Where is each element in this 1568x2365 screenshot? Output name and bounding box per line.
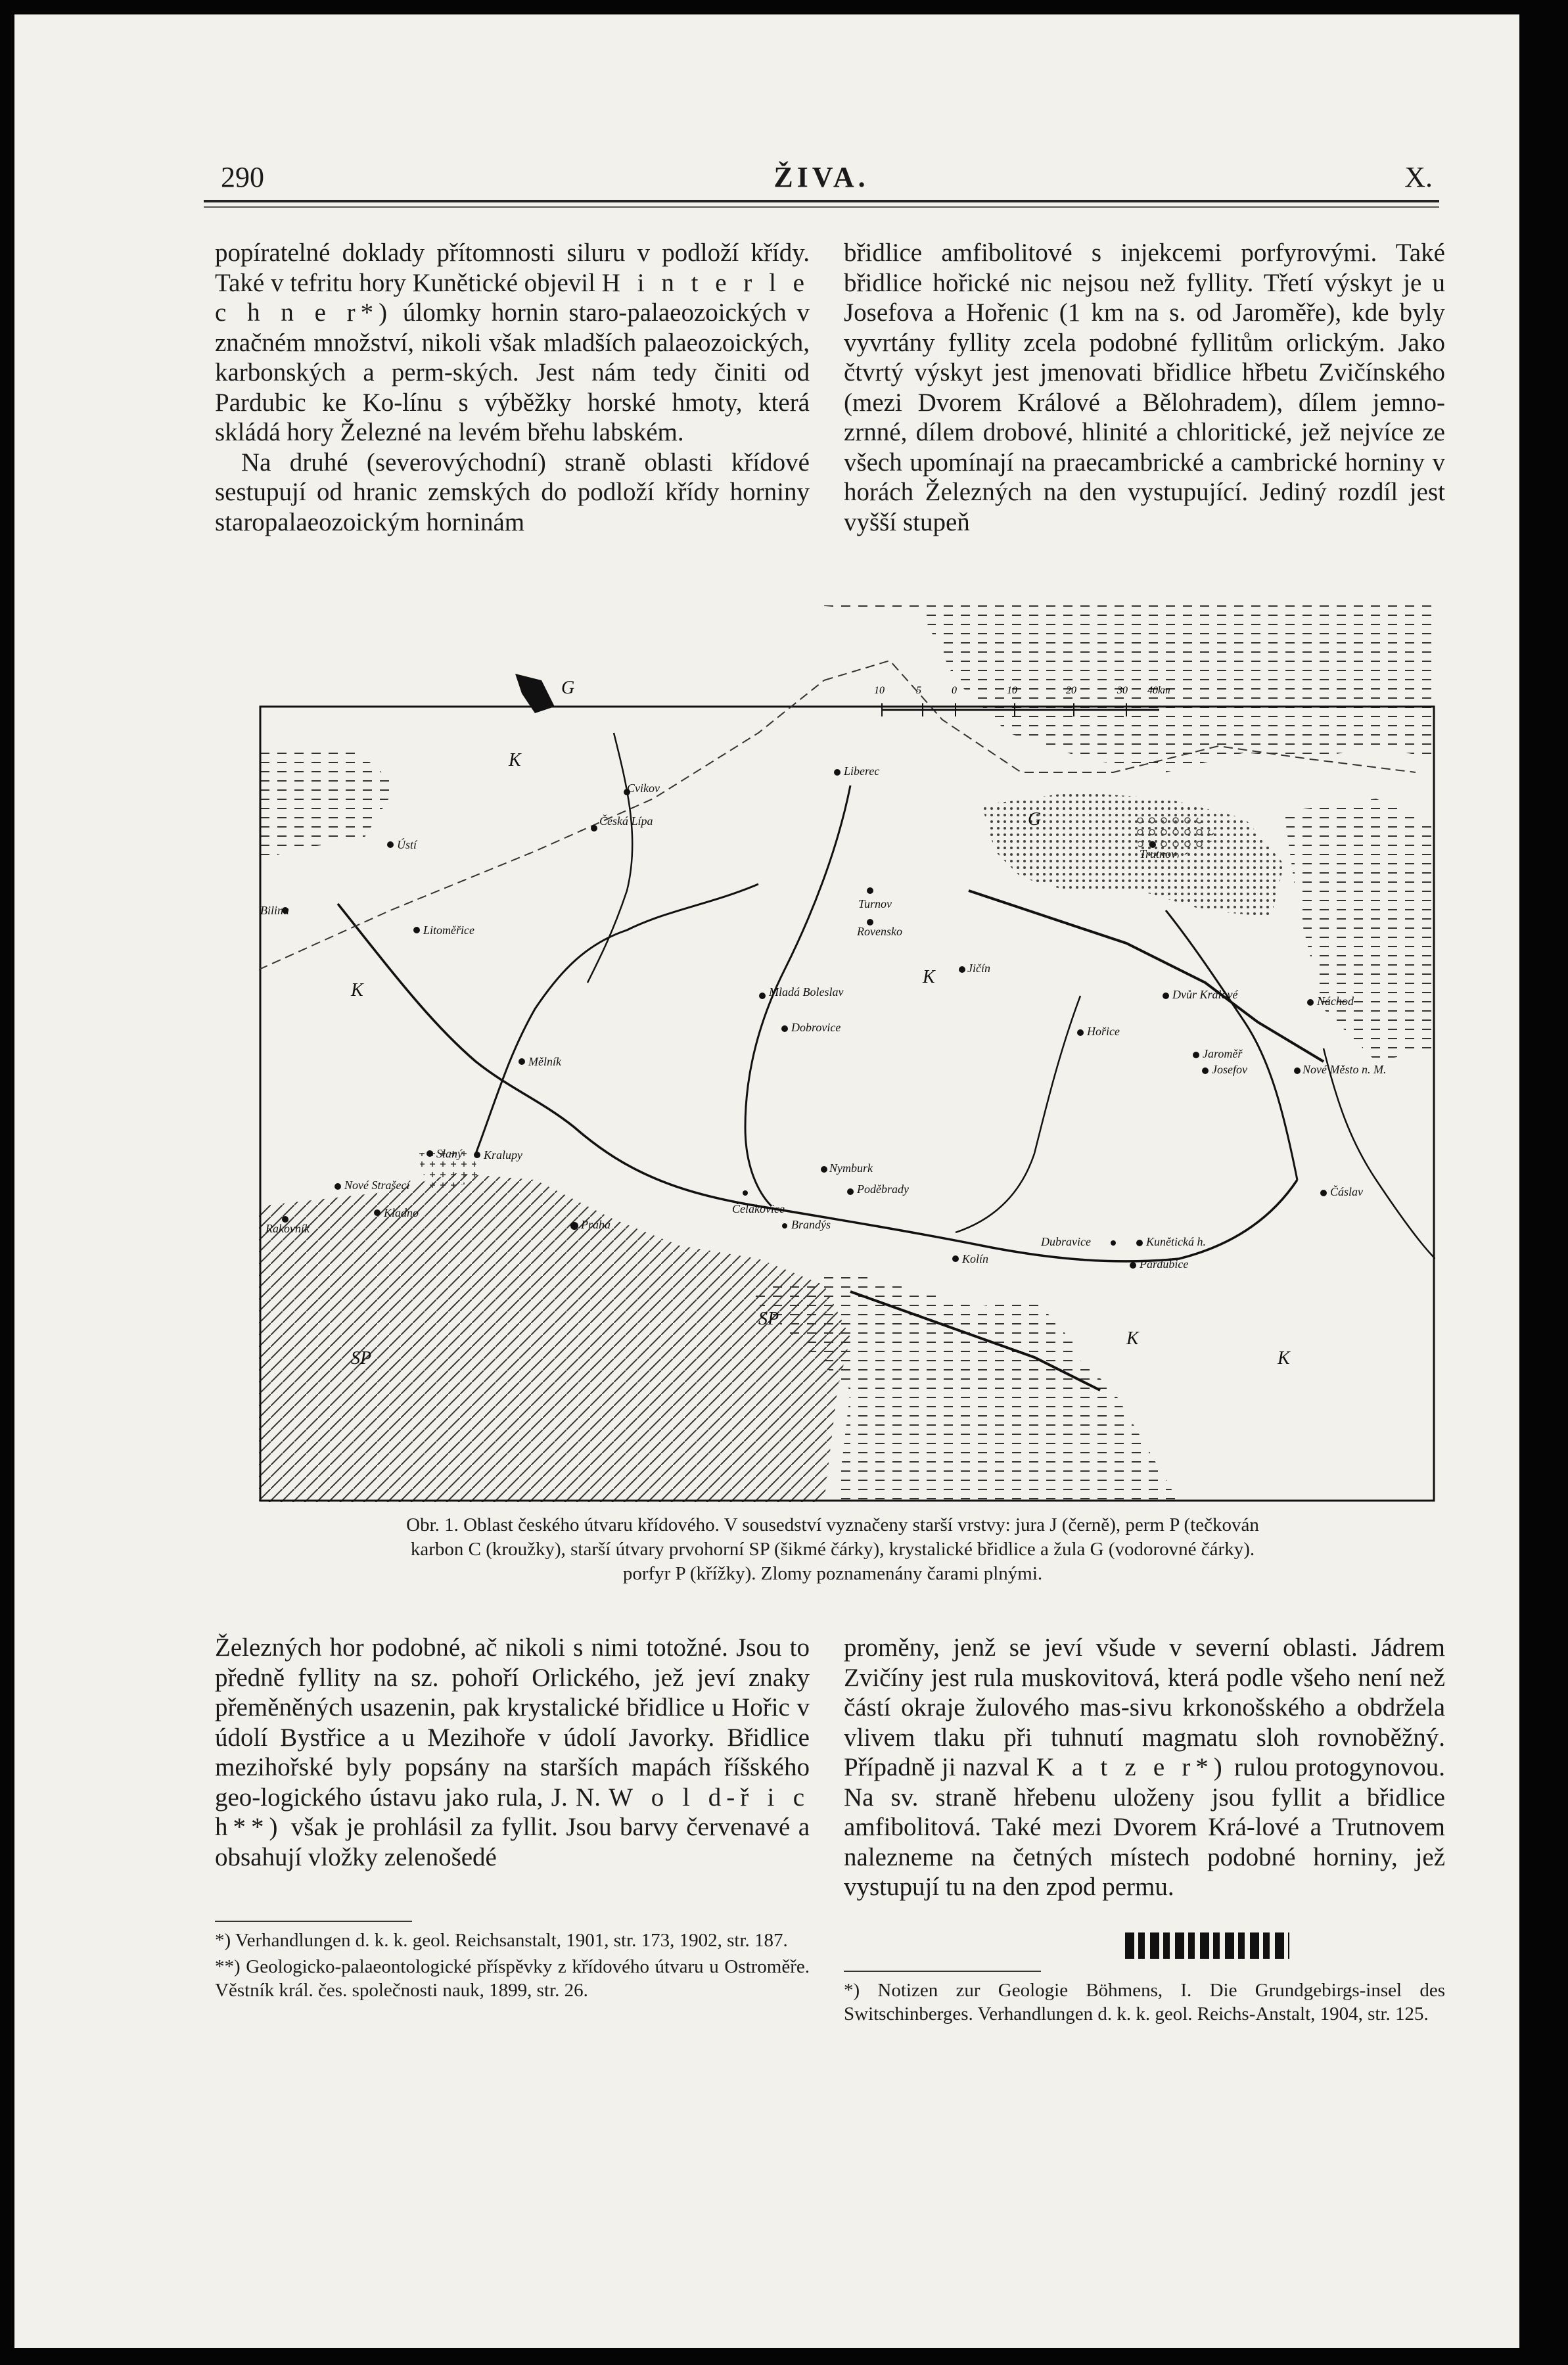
town-label: Kralupy [484, 1148, 523, 1161]
ink-stamp-mark [1125, 1932, 1289, 1959]
town-label: Kunětická h. [1146, 1235, 1206, 1248]
town-label: Dvůr Králové [1172, 988, 1238, 1001]
town-label: Brandýs [791, 1218, 831, 1231]
map-symbol: G [1028, 809, 1042, 830]
map-symbol: SP [351, 1348, 372, 1369]
scale-label: 10 [1007, 685, 1017, 696]
header-rule-thin [204, 206, 1439, 208]
town-label: Česká Lípa [599, 814, 653, 828]
footnotes-right [844, 1979, 1445, 2028]
map-symbol: K [1278, 1348, 1290, 1369]
paragraph-text: rulou protogynovou. Na sv. straně hřebenu uloženy jsou fyllit a břidlice amfibolitová. Také mezi Dvorem Krá-lové a Trutnovem nalezneme na četných místech podobné horniny, jež vystupují tu na den zpod permu. [844, 1753, 1446, 1901]
paragraph-text: popíratelné doklady přítomnosti siluru v podloží křídy. Také v tefritu hory Kunětické objevil [215, 239, 810, 297]
text-column-top-right [844, 238, 1445, 537]
town-label: Josefov [1212, 1063, 1247, 1076]
footnote-rule [215, 1921, 412, 1922]
town-label: Nové Strašecí [344, 1179, 410, 1192]
author-name-spaced: H i n t e r l e c h n e r*) [215, 268, 810, 327]
town-label: Náchod [1317, 995, 1354, 1008]
scale-label: 40km [1147, 685, 1170, 696]
header-rule [204, 200, 1439, 202]
caption-line: karbon C (kroužky), starší útvary prvohorní SP (šikmé čárky), krystalické břidlice a žula G (vodorovné čárky). [410, 1539, 1255, 1560]
footnote: **) Geologicko-palaeontologické příspěvky z křídového útvaru u Ostroměře. Věstník král. čes. společnosti nauk, 1899, str. 26. [215, 1956, 810, 2001]
map-symbol: K [1126, 1328, 1139, 1349]
town-label: Turnov [858, 897, 892, 910]
town-label: Nové Město n. M. [1303, 1063, 1387, 1076]
text-column-bottom-right [844, 1633, 1445, 1902]
town-label: Dubravice [1041, 1235, 1091, 1248]
town-label: Bilina [260, 904, 289, 917]
paragraph-text: však je prohlásil za fyllit. Jsou barvy červenavé a obsahují vložky zelenošedé [215, 1813, 810, 1871]
town-label: Rovensko [857, 925, 902, 938]
paragraph-text: úlomky hornin staro-palaeozoických v značném množství, nikoli však mladších palaeozoických, karbonských a perm-ských. Jest nám tedy činiti od Pardubic ke Ko-línu s výběžky horské hmoty, která skládá hory Železné na levém břehu labském. [215, 298, 810, 446]
town-label: Čelákovice [732, 1202, 785, 1215]
map-symbol: K [923, 967, 935, 987]
town-label: Cvikov [627, 782, 660, 795]
town-label: Pardubice [1140, 1257, 1189, 1271]
scale-label: 0 [952, 685, 957, 696]
town-label: Trutnov [1140, 847, 1177, 860]
town-label: Dobrovice [791, 1021, 841, 1034]
scale-label: 10 [874, 685, 885, 696]
town-label: Hořice [1087, 1025, 1120, 1038]
town-label: Kladno [384, 1206, 419, 1219]
town-label: Mladá Boleslav [769, 985, 844, 998]
town-label: Jičín [967, 962, 990, 975]
town-label: Nymburk [829, 1161, 873, 1175]
town-label: Rakovník [265, 1222, 310, 1235]
town-label: Liberec [844, 764, 880, 778]
author-name-spaced: W o l d-ř i c h**) [215, 1783, 810, 1841]
map-symbol: G [561, 678, 575, 698]
text-column-bottom-left [215, 1633, 810, 1872]
town-label: Kolín [962, 1252, 989, 1265]
town-label: Mělník [528, 1055, 561, 1068]
paragraph-text: Železných hor podobné, ač nikoli s nimi totožné. Jsou to předně fyllity na sz. pohoří Orlického, jež jeví znaky přeměněných usazenin, pak krystalické břidlice u Hořic v údolí Bystřice a u Mezihoře v údolí Javorky. Břidlice mezihořské byly popsány na starších mapách říšského geo-logického ústavu jako rula, J. N. [215, 1633, 810, 1812]
town-label: Slaný [436, 1147, 463, 1160]
geological-map [259, 601, 1435, 1502]
town-label: Čáslav [1330, 1185, 1364, 1198]
town-label: Praha [581, 1218, 611, 1231]
text-column-top-left [215, 238, 810, 537]
town-label: Poděbrady [857, 1182, 909, 1196]
page-number: 290 [221, 161, 264, 193]
scale-label: 5 [916, 685, 921, 696]
running-header [204, 160, 1439, 197]
footnote-rule [844, 1971, 1041, 1972]
paragraph-text: proměny, jenž se jeví všude v severní oblasti. Jádrem Zvičíny jest rula muskovitová, která podle všeho není než částí okraje žulového mas-sivu krkonošského a obdržela vlivem tlaku při tuhnutí magmatu sloh rovnoběžný. Případně ji nazval [844, 1633, 1445, 1781]
map-symbol: K [509, 750, 521, 770]
author-name-spaced: K a t z e r*) [1036, 1753, 1228, 1781]
caption-line: Obr. 1. Oblast českého útvaru křídového. V sousedství vyznačeny starší vrstvy: jura J (černě), perm P (tečkován [406, 1514, 1259, 1535]
journal-title: ŽIVA. [773, 161, 869, 193]
paragraph-text: Na druhé (severovýchodní) straně oblasti křídové sestupují od hranic zemských do podloží křídy horniny staropalaeozoickým horninám [215, 448, 810, 536]
volume-number: X. [1404, 161, 1433, 193]
town-label: Ústí [397, 838, 417, 851]
map-symbol: K [351, 980, 363, 1000]
scale-label: 20 [1066, 685, 1076, 696]
paragraph-text: břidlice amfibolitové s injekcemi porfyrovými. Také břidlice hořické nic nejsou než fyllity. Třetí výskyt je u Josefova a Hořenic (1 km na s. od Jaroměře), kde byly vyvrtány fyllity zcela podobné fyllitům orlickým. Jako čtvrtý výskyt jest jmenovati břidlice hřbetu Zvičínského (mezi Dvorem Králové a Bělohradem), dílem jemno-zrnné, dílem drobové, hlinité a chloritické, jež nejvíce ze všech upomínají na praecambrické a cambrické horniny v horách Železných na den vystupující. Jediný rozdíl jest vyšší stupeň [844, 239, 1445, 536]
book-page [14, 14, 1519, 2348]
footnote: *) Verhandlungen d. k. k. geol. Reichsanstalt, 1901, str. 173, 1902, str. 187. [215, 1930, 788, 1951]
figure-caption [215, 1513, 1450, 1586]
scale-label: 30 [1117, 685, 1128, 696]
map-symbol: SP [758, 1309, 779, 1329]
town-label: Litoměřice [423, 924, 474, 937]
footnotes-left [215, 1929, 810, 2005]
caption-line: porfyr P (křížky). Zlomy poznamenány čarami plnými. [622, 1563, 1043, 1584]
town-label: Jaroměř [1203, 1047, 1243, 1060]
footnote: *) Notizen zur Geologie Böhmens, I. Die Grundgebirgs-insel des Switschinberges. Verhandlungen d. k. k. geol. Reichs-Anstalt, 1904, str. 125. [844, 1980, 1445, 2025]
